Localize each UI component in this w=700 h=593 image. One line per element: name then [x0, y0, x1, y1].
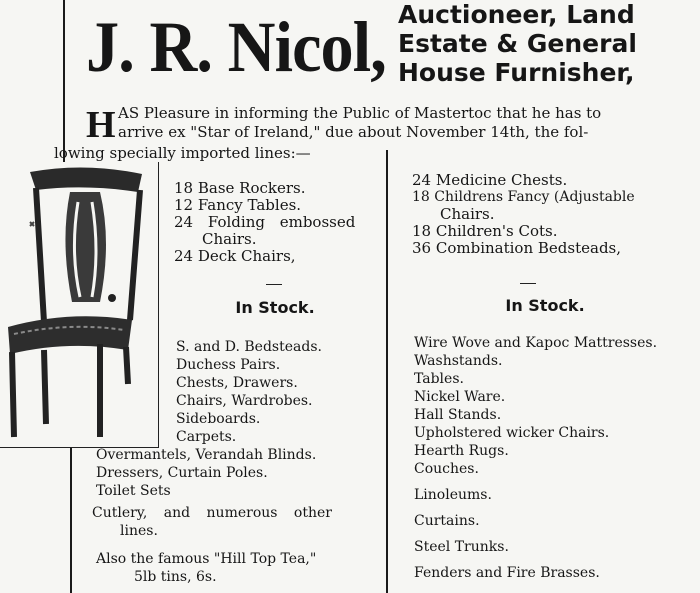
list-item: Chairs, Wardrobes. [176, 393, 313, 409]
arriving-list-right [412, 172, 700, 257]
divider-dash [266, 284, 282, 285]
intro-line-1: AS Pleasure in informing the Public of Mastertoc that he has to [118, 104, 602, 122]
intro-paragraph [54, 104, 700, 163]
list-item-cont: Chairs. [202, 230, 257, 248]
list-item: Carpets. [176, 429, 237, 445]
intro-line-3: lowing specially imported lines:— [54, 144, 311, 162]
list-item: 36 Combination Bedsteads, [412, 239, 622, 257]
list-item: Overmantels, Verandah Blinds. [96, 447, 317, 463]
list-item: S. and D. Bedsteads. [176, 339, 322, 355]
list-item: 24 Folding embossed [174, 213, 356, 231]
list-item: Cutlery, and numerous other [92, 505, 332, 521]
trade-line-3: House Furnisher, [398, 58, 635, 87]
list-item: 18 Children's Cots. [412, 222, 558, 240]
trade-line-2: Estate & General [398, 29, 637, 58]
list-item: Chests, Drawers. [176, 375, 298, 391]
list-item-cont: 5lb tins, 6s. [134, 569, 217, 585]
list-item-cont: Chairs. [440, 205, 495, 223]
list-item: Steel Trunks. [414, 539, 509, 555]
stock-list-left [0, 338, 385, 586]
list-item: Upholstered wicker Chairs. [414, 425, 610, 441]
left-border-rule [63, 0, 65, 162]
list-item: 18 Base Rockers. [174, 179, 306, 197]
list-item: Linoleums. [414, 487, 492, 503]
trade-line-1: Auctioneer, Land [398, 0, 635, 29]
stock-list-right [414, 334, 700, 582]
list-item: Fenders and Fire Brasses. [414, 565, 600, 581]
list-item: 24 Deck Chairs, [174, 247, 296, 265]
list-item: 12 Fancy Tables. [174, 196, 302, 214]
list-item: Curtains. [414, 513, 480, 529]
trade-description [398, 0, 700, 87]
list-item: Couches. [414, 461, 479, 477]
list-item: Nickel Ware. [414, 389, 506, 405]
drop-cap: H [86, 104, 116, 146]
list-item: Toilet Sets [96, 483, 171, 499]
in-stock-heading-left: In Stock. [235, 298, 315, 317]
advertiser-name: J. R. Nicol, [86, 7, 386, 87]
list-item: Duchess Pairs. [176, 357, 281, 373]
list-item-cont: lines. [120, 523, 158, 539]
intro-line-2: arrive ex "Star of Ireland," due about November 14th, the fol- [118, 123, 589, 141]
list-item: Wire Wove and Kapoc Mattresses. [414, 335, 658, 351]
list-item: Hearth Rugs. [414, 443, 509, 459]
list-item: Dressers, Curtain Poles. [96, 465, 268, 481]
list-item: Also the famous "Hill Top Tea," [96, 551, 317, 567]
column-divider [386, 150, 388, 593]
in-stock-heading-right: In Stock. [505, 296, 585, 315]
list-item: Tables. [414, 371, 464, 387]
list-item: 18 Childrens Fancy (Adjustable [412, 189, 635, 205]
divider-dash [520, 283, 536, 284]
list-item: Washstands. [414, 353, 503, 369]
arriving-list-left [174, 180, 384, 265]
list-item: 24 Medicine Chests. [412, 171, 568, 189]
list-item: Sideboards. [176, 411, 261, 427]
list-item: Hall Stands. [414, 407, 502, 423]
